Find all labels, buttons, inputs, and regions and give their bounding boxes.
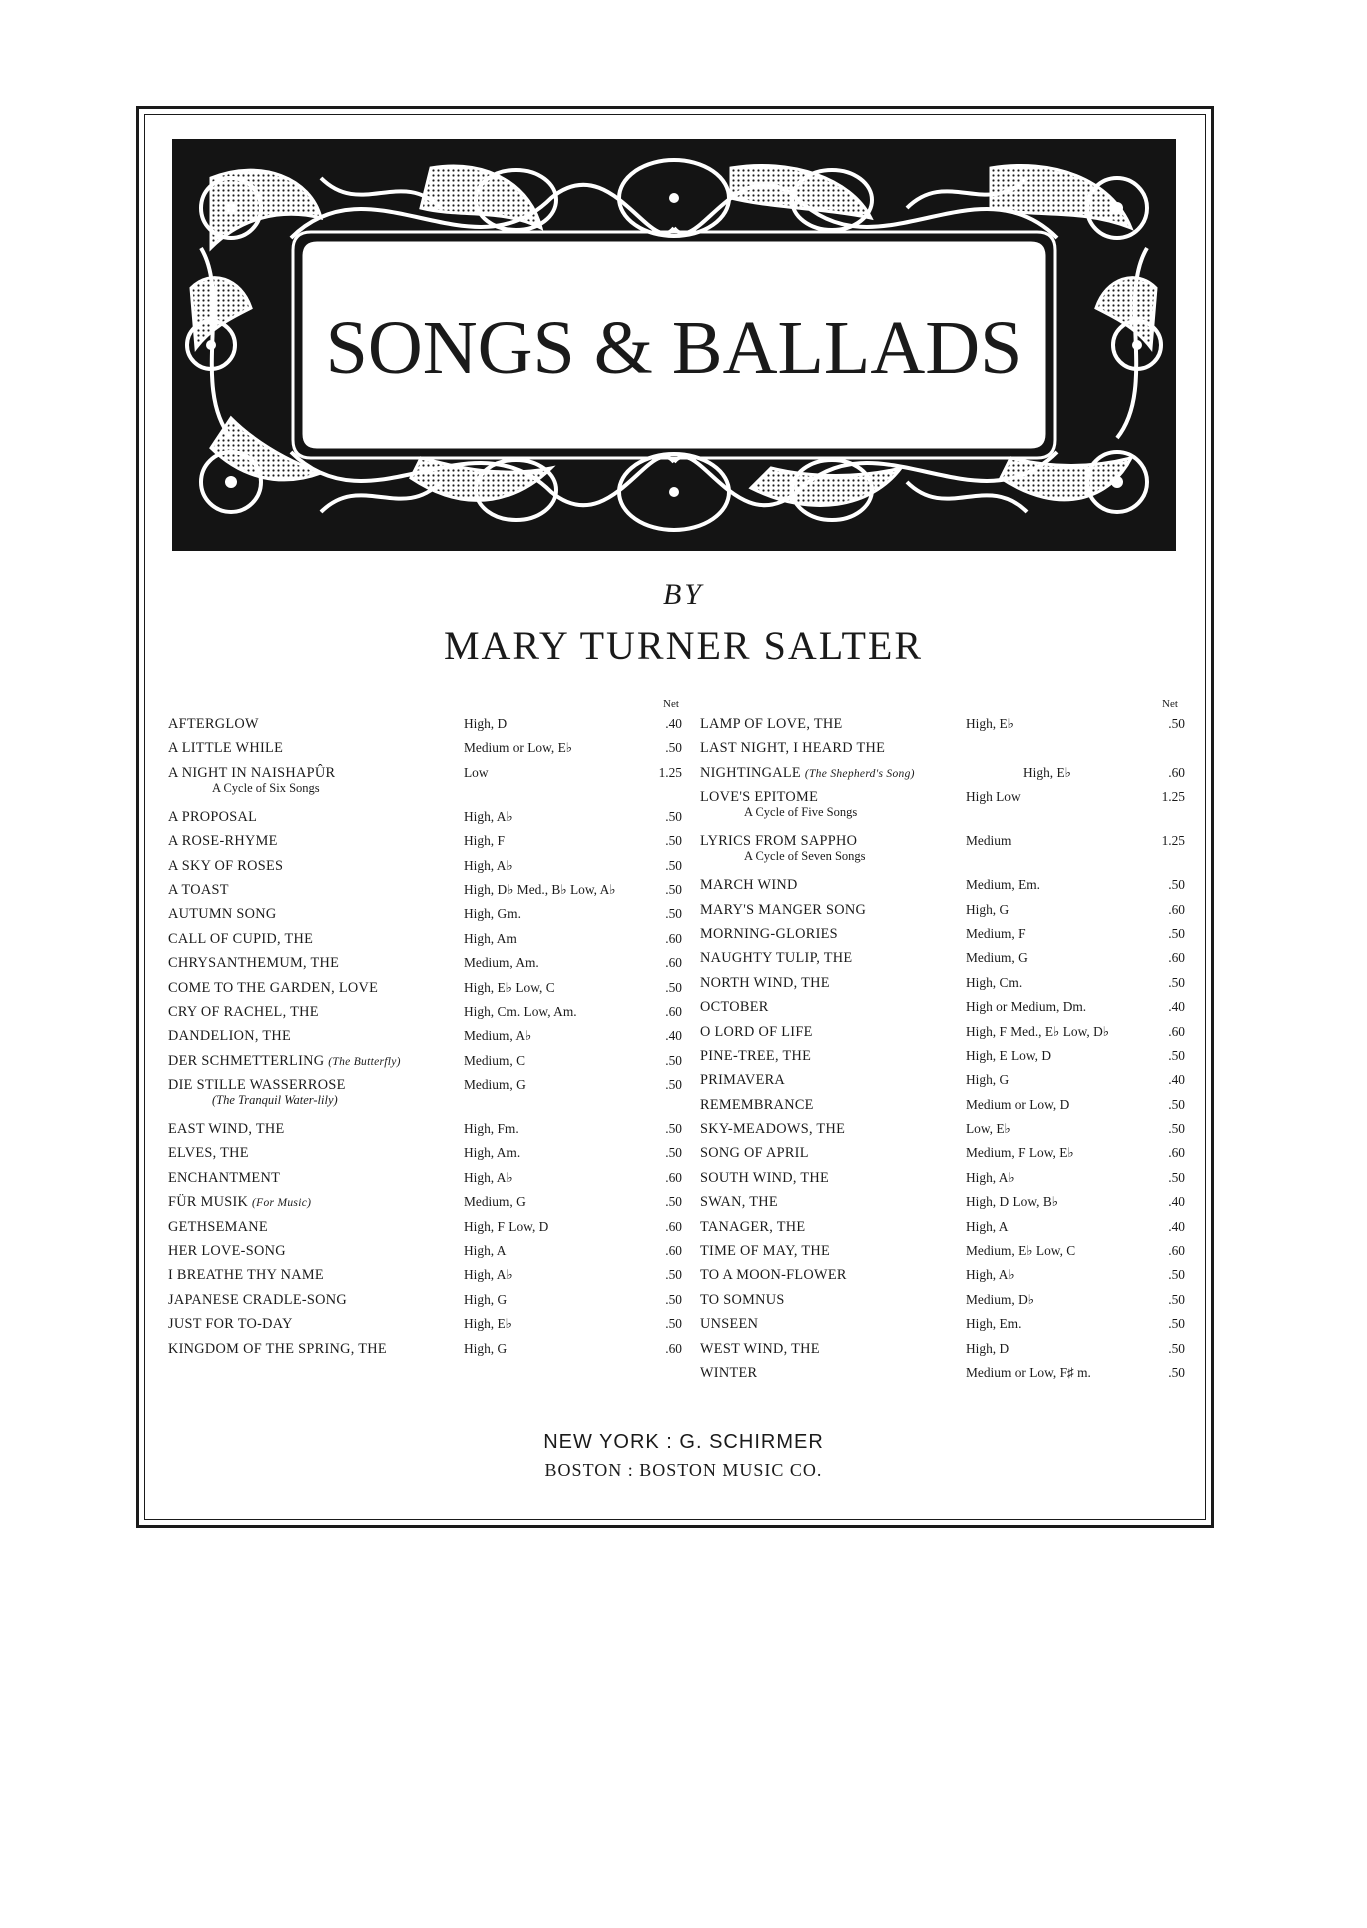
song-title-text: ELVES, THE <box>168 1145 249 1162</box>
song-title <box>700 971 830 995</box>
song-title-text: A NIGHT IN NAISHAPÛR <box>168 764 336 781</box>
song-title <box>168 1239 286 1263</box>
voice-key: Medium <box>966 833 1012 849</box>
net-price: .50 <box>1168 1340 1185 1356</box>
song-title-text: A ROSE-RHYME <box>168 833 278 850</box>
song-subtitle-text: A Cycle of Six Songs <box>212 780 320 795</box>
voice-key: High, E Low, D <box>966 1047 1052 1063</box>
song-entry <box>700 873 1185 897</box>
song-entry <box>168 1263 682 1287</box>
voice-key: High, F Med., E♭ Low, D♭ <box>966 1023 1110 1039</box>
net-price: .60 <box>665 955 682 971</box>
song-title <box>168 878 229 902</box>
song-title-text: WEST WIND, THE <box>700 1340 820 1357</box>
net-price: .60 <box>1168 1145 1185 1161</box>
voice-key: High, F <box>464 833 505 849</box>
song-entry <box>700 761 1185 785</box>
song-title-text: OCTOBER <box>700 999 769 1016</box>
song-title-text: DANDELION, THE <box>168 1028 292 1045</box>
song-title <box>168 829 278 853</box>
net-price: .50 <box>665 1194 682 1210</box>
song-title-text: UNSEEN <box>700 1316 759 1333</box>
song-title-text: AFTERGLOW <box>168 716 259 732</box>
song-subtitle-text: A Cycle of Five Songs <box>744 805 858 820</box>
song-entry <box>168 1049 682 1073</box>
song-title <box>168 1190 311 1215</box>
voice-key: High, Gm. <box>464 906 521 922</box>
net-price: .60 <box>1168 1243 1185 1259</box>
song-title-text: SWAN, THE <box>700 1194 778 1211</box>
voice-key: High, D <box>464 716 508 731</box>
voice-key: High, Am. <box>464 1145 521 1161</box>
song-title <box>168 927 313 951</box>
song-entry <box>168 878 682 902</box>
song-title-text: A LITTLE WHILE <box>168 740 284 757</box>
song-title <box>700 922 838 946</box>
net-price: .40 <box>1168 1218 1185 1234</box>
song-title <box>700 1263 847 1287</box>
voice-key: Medium, C <box>464 1052 526 1068</box>
song-title <box>700 898 866 922</box>
song-entry <box>700 736 1185 760</box>
net-price: .50 <box>1168 1096 1185 1112</box>
net-price: .50 <box>1168 1316 1185 1332</box>
song-title-text: LOVE'S EPITOME <box>700 789 819 806</box>
song-title <box>168 1141 249 1165</box>
song-title <box>168 1024 291 1048</box>
song-title-translation: (The Shepherd's Song) <box>804 767 915 780</box>
song-title <box>168 1288 347 1312</box>
song-title-text: AUTUMN SONG <box>168 906 277 923</box>
net-price: .50 <box>665 1052 682 1068</box>
voice-key: High, F Low, D <box>464 1218 549 1234</box>
net-price: .50 <box>665 906 682 922</box>
net-price: .50 <box>665 1121 682 1137</box>
song-entry <box>700 1361 1185 1385</box>
song-title-text: JAPANESE CRADLE-SONG <box>168 1291 348 1308</box>
net-price: 1.25 <box>1161 789 1185 805</box>
voice-key: High, D♭ Med., B♭ Low, A♭ <box>464 881 616 897</box>
song-title <box>168 1000 319 1024</box>
song-title-text: REMEMBRANCE <box>700 1096 814 1113</box>
net-price: 1.25 <box>658 764 682 780</box>
net-price: .50 <box>1168 1291 1185 1307</box>
song-title <box>168 1215 268 1239</box>
song-entry <box>168 805 682 829</box>
song-subtitle <box>168 781 682 805</box>
voice-key: High, A♭ <box>464 857 513 873</box>
song-title <box>700 1361 757 1385</box>
net-price: .60 <box>665 1003 682 1019</box>
voice-key: High Low <box>966 789 1021 805</box>
voice-key: Medium or Low, E♭ <box>464 740 573 756</box>
song-title <box>700 1190 778 1214</box>
song-title-text: DIE STILLE WASSERROSE <box>168 1077 346 1094</box>
song-entry <box>168 1073 682 1093</box>
song-entry <box>168 761 682 781</box>
song-entry <box>700 1117 1185 1141</box>
voice-key: High, G <box>464 1340 508 1356</box>
net-header-right: Net <box>1162 698 1178 710</box>
song-entry <box>700 1093 1185 1117</box>
song-title-text: NIGHTINGALE <box>700 764 801 781</box>
song-title-text: SOUTH WIND, THE <box>700 1169 830 1186</box>
net-price: .60 <box>665 930 682 946</box>
net-price: .50 <box>1168 877 1185 893</box>
song-title-text: A SKY OF ROSES <box>168 857 284 874</box>
song-title <box>700 1093 814 1117</box>
voice-key: High, Am <box>464 930 517 946</box>
voice-key: High, E♭ <box>1023 764 1071 780</box>
song-title-text: SONG OF APRIL <box>700 1145 809 1162</box>
net-price: .50 <box>665 979 682 995</box>
song-title <box>168 1337 387 1361</box>
song-title <box>700 1288 785 1312</box>
song-title-text: CRY OF RACHEL, THE <box>168 1003 319 1020</box>
voice-key: Medium, Am. <box>464 955 539 971</box>
song-subtitle <box>700 805 1185 829</box>
song-title-text: TIME OF MAY, THE <box>700 1243 831 1260</box>
song-entry <box>168 902 682 926</box>
song-list-left <box>168 712 682 1361</box>
song-entry <box>168 712 682 736</box>
song-entry <box>168 1215 682 1239</box>
song-title <box>700 1044 811 1068</box>
net-price: .50 <box>1168 1121 1185 1137</box>
composer-name: MARY TURNER SALTER <box>443 623 924 668</box>
song-entry <box>700 829 1185 849</box>
song-title-text: PINE-TREE, THE <box>700 1047 812 1064</box>
voice-key: High, E♭ Low, C <box>464 979 555 995</box>
song-entry <box>700 1215 1185 1239</box>
song-title <box>700 995 769 1019</box>
voice-key: High, A♭ <box>464 1267 513 1283</box>
voice-key: Medium, F <box>966 925 1026 941</box>
net-price: .60 <box>665 1340 682 1356</box>
voice-key: Medium, E♭ Low, C <box>966 1243 1076 1259</box>
song-title <box>700 736 885 760</box>
song-title-text: A TOAST <box>168 881 229 898</box>
song-title <box>700 1166 829 1190</box>
song-entry <box>168 1288 682 1312</box>
net-price: .50 <box>665 1291 682 1307</box>
song-title-text: TANAGER, THE <box>700 1218 806 1235</box>
voice-key: High, Fm. <box>464 1121 519 1137</box>
voice-key: High, G <box>966 1072 1010 1088</box>
song-entry <box>700 1337 1185 1361</box>
net-price: .50 <box>665 1316 682 1332</box>
song-subtitle-text: A Cycle of Seven Songs <box>744 849 866 864</box>
ornamental-border <box>171 138 1177 552</box>
song-title-text: CALL OF CUPID, THE <box>168 930 314 947</box>
song-entry <box>700 946 1185 970</box>
song-title-text: TO A MOON-FLOWER <box>700 1267 847 1284</box>
song-title-text: COME TO THE GARDEN, LOVE <box>168 979 379 996</box>
song-title-translation: (The Butterfly) <box>328 1055 401 1068</box>
song-title <box>700 1020 813 1044</box>
net-price: .60 <box>665 1169 682 1185</box>
voice-key: Medium or Low, F♯ m. <box>966 1364 1091 1380</box>
voice-key: High, E♭ <box>464 1316 512 1332</box>
net-price: .60 <box>1168 1023 1185 1039</box>
net-price: .40 <box>1168 999 1185 1015</box>
voice-key: High, Cm. Low, Am. <box>464 1003 577 1019</box>
song-title <box>700 761 915 786</box>
song-entry <box>700 1141 1185 1165</box>
voice-key: Low <box>464 764 489 780</box>
voice-key: High, Em. <box>966 1316 1022 1332</box>
song-entry <box>700 1020 1185 1044</box>
song-subtitle-text: (The Tranquil Water-lily) <box>212 1093 338 1108</box>
voice-key: High, G <box>966 901 1010 917</box>
song-title-text: DER SCHMETTERLING <box>168 1052 325 1069</box>
net-price: .50 <box>1168 925 1185 941</box>
song-title-text: NAUGHTY TULIP, THE <box>700 950 853 967</box>
song-entry <box>168 1024 682 1048</box>
song-title <box>168 805 257 829</box>
song-title <box>168 1166 280 1190</box>
song-entry <box>168 951 682 975</box>
voice-key: Medium, G <box>966 950 1028 966</box>
net-price: .50 <box>1168 1364 1185 1380</box>
by-line: BY <box>662 578 704 611</box>
song-entry <box>700 971 1185 995</box>
song-title <box>700 1337 820 1361</box>
song-entry <box>168 1312 682 1336</box>
voice-key: High or Medium, Dm. <box>966 999 1087 1015</box>
song-entry <box>700 1190 1185 1214</box>
net-price: .50 <box>665 740 682 756</box>
song-title <box>700 712 843 736</box>
song-title-text: JUST FOR TO-DAY <box>168 1316 293 1333</box>
voice-key: Medium or Low, D <box>966 1096 1070 1112</box>
song-title-text: GETHSEMANE <box>168 1218 268 1235</box>
net-price: .40 <box>1168 1072 1185 1088</box>
song-entry <box>700 1263 1185 1287</box>
song-title-text: I BREATHE THY NAME <box>168 1267 324 1284</box>
song-title <box>700 1117 845 1141</box>
song-title-text: HER LOVE-SONG <box>168 1243 286 1260</box>
song-entry <box>168 1166 682 1190</box>
voice-key: Low, E♭ <box>966 1121 1011 1137</box>
song-title-text: SKY-MEADOWS, THE <box>700 1121 846 1138</box>
song-title <box>168 854 283 878</box>
song-entry <box>700 1312 1185 1336</box>
voice-key: High, E♭ <box>966 716 1014 731</box>
song-title <box>168 712 259 736</box>
song-title <box>700 1239 830 1263</box>
title-banner <box>171 138 1177 552</box>
banner-title: SONGS & BALLADS <box>325 306 1023 390</box>
song-entry <box>700 785 1185 805</box>
net-price: .50 <box>665 1077 682 1093</box>
song-title <box>168 951 339 975</box>
song-title-text: WINTER <box>700 1364 758 1381</box>
song-entry <box>700 995 1185 1019</box>
voice-key: Medium, G <box>464 1194 526 1210</box>
voice-key: High, A♭ <box>966 1169 1015 1185</box>
song-title-text: KINGDOM OF THE SPRING, THE <box>168 1340 387 1357</box>
song-title-text: O LORD OF LIFE <box>700 1023 813 1040</box>
voice-key: High, G <box>464 1291 508 1307</box>
song-title-text: MARCH WIND <box>700 877 798 894</box>
song-title-text: LYRICS FROM SAPPHO <box>700 833 858 850</box>
net-price: .60 <box>665 1243 682 1259</box>
voice-key: High, A <box>966 1218 1009 1234</box>
song-title-text: LAMP OF LOVE, THE <box>700 716 843 732</box>
song-title <box>168 976 378 1000</box>
song-title-text: EAST WIND, THE <box>168 1121 285 1138</box>
voice-key: High, A♭ <box>464 1169 513 1185</box>
song-entry <box>700 1239 1185 1263</box>
net-price: .40 <box>665 716 682 731</box>
song-title-text: LAST NIGHT, I HEARD THE <box>700 740 886 757</box>
voice-key: High, D Low, B♭ <box>966 1194 1059 1210</box>
voice-key: Medium, G <box>464 1077 526 1093</box>
song-entry <box>168 829 682 853</box>
song-entry <box>168 927 682 951</box>
song-title-text: CHRYSANTHEMUM, THE <box>168 955 340 972</box>
song-title <box>700 1068 785 1092</box>
voice-key: Medium, D♭ <box>966 1291 1035 1307</box>
voice-key: Medium, F Low, E♭ <box>966 1145 1074 1161</box>
song-title <box>700 1141 809 1165</box>
voice-key: Medium, Em. <box>966 877 1041 893</box>
voice-key: High, A <box>464 1243 507 1259</box>
voice-key: High, D <box>966 1340 1010 1356</box>
net-price: .50 <box>665 1145 682 1161</box>
song-entry <box>168 736 682 760</box>
publisher-line-2: BOSTON : BOSTON MUSIC CO. <box>544 1460 823 1480</box>
voice-key: High, A♭ <box>464 808 513 824</box>
song-entry <box>168 1141 682 1165</box>
net-price: .60 <box>1168 901 1185 917</box>
song-entry <box>700 712 1185 736</box>
net-header-left: Net <box>663 698 679 710</box>
net-price: .50 <box>665 833 682 849</box>
song-title <box>168 1312 293 1336</box>
song-entry <box>168 1337 682 1361</box>
publisher-line-1: NEW YORK : G. SCHIRMER <box>543 1431 824 1453</box>
song-entry <box>700 1166 1185 1190</box>
net-price: .60 <box>1168 950 1185 966</box>
voice-key: High, A♭ <box>966 1267 1015 1283</box>
song-entry <box>168 1190 682 1214</box>
song-title <box>168 1263 324 1287</box>
song-entry <box>700 922 1185 946</box>
net-price: .50 <box>665 1267 682 1283</box>
song-entry <box>700 1068 1185 1092</box>
net-price: .60 <box>1168 764 1185 780</box>
song-subtitle <box>168 1093 682 1117</box>
song-title-text: PRIMAVERA <box>700 1072 786 1089</box>
song-subtitle <box>700 849 1185 873</box>
song-entry <box>168 1239 682 1263</box>
net-price: .50 <box>1168 1047 1185 1063</box>
song-title <box>700 1215 805 1239</box>
song-title-text: TO SOMNUS <box>700 1291 785 1308</box>
song-title-text: NORTH WIND, THE <box>700 974 830 991</box>
song-entry <box>168 976 682 1000</box>
song-entry <box>700 1044 1185 1068</box>
song-entry <box>168 854 682 878</box>
net-price: .50 <box>665 857 682 873</box>
song-title <box>700 946 852 970</box>
song-title <box>700 873 798 897</box>
song-title-text: MARY'S MANGER SONG <box>700 901 867 918</box>
voice-key: High, Cm. <box>966 974 1023 990</box>
song-title <box>168 736 283 760</box>
song-title-translation: (For Music) <box>252 1197 312 1210</box>
song-entry <box>700 898 1185 922</box>
song-title-text: MORNING-GLORIES <box>700 925 838 942</box>
net-price: .50 <box>1168 716 1185 731</box>
song-entry <box>168 1000 682 1024</box>
net-price: .50 <box>665 808 682 824</box>
net-price: .40 <box>1168 1194 1185 1210</box>
song-title <box>168 1117 285 1141</box>
song-title-text: FÜR MUSIK <box>168 1194 249 1211</box>
voice-key: Medium, A♭ <box>464 1028 532 1044</box>
song-title <box>168 902 277 926</box>
song-title <box>168 1049 401 1074</box>
net-price: .50 <box>1168 1267 1185 1283</box>
song-title-text: ENCHANTMENT <box>168 1169 281 1186</box>
net-price: .50 <box>1168 1169 1185 1185</box>
song-list-right <box>700 712 1185 1385</box>
net-price: 1.25 <box>1161 833 1185 849</box>
song-title <box>700 1312 758 1336</box>
net-price: .40 <box>665 1028 682 1044</box>
net-price: .60 <box>665 1218 682 1234</box>
net-price: .50 <box>1168 974 1185 990</box>
net-price: .50 <box>665 881 682 897</box>
song-entry <box>700 1288 1185 1312</box>
song-title-text: A PROPOSAL <box>168 808 258 825</box>
song-entry <box>168 1117 682 1141</box>
